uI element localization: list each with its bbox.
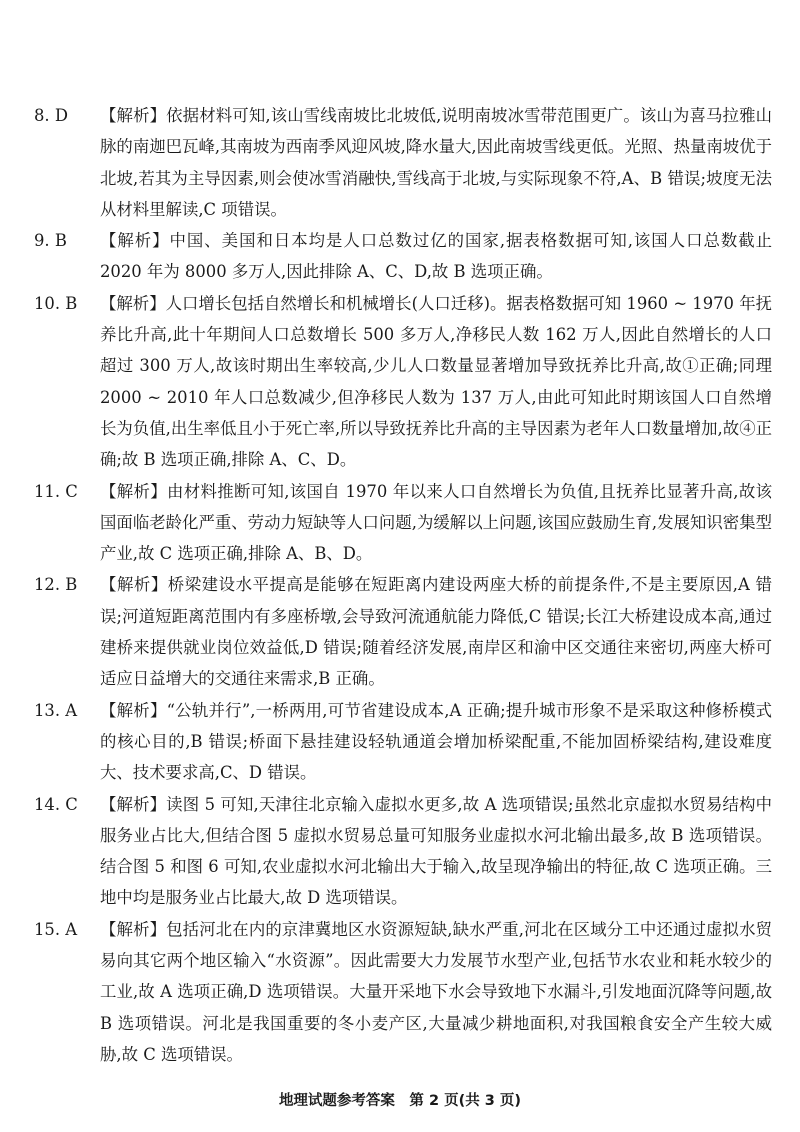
answer-number: 11. C bbox=[34, 481, 78, 501]
answer-number: 12. B bbox=[34, 575, 78, 595]
answer-item-12 bbox=[34, 569, 772, 694]
answer-explanation: 【解析】依据材料可知,该山雪线南坡比北坡低,说明南坡冰雪带范围更广。该山为喜马拉雅山脉的南迦巴瓦峰,其南坡为西南季风迎风坡,降水量大,因此南坡雪线更低。光照、热量南坡优于北坡,若其为主导因素,则会使冰雪消融快,雪线高于北坡,与实际现象不符,A、B 错误;坡度无法从材料里解读,C 项错误。 bbox=[100, 106, 772, 219]
answer-explanation: 【解析】由材料推断可知,该国自 1970 年以来人口自然增长为负值,且抚养比显著升高,故该国面临老龄化严重、劳动力短缺等人口问题,为缓解以上问题,该国应鼓励生育,发展知识密集型产业,故 C 选项正确,排除 A、B、D。 bbox=[100, 481, 772, 564]
answer-item-15 bbox=[34, 914, 772, 1070]
answer-number: 10. B bbox=[34, 293, 78, 313]
answer-explanation: 【解析】人口增长包括自然增长和机械增长(人口迁移)。据表格数据可知 1960 ~ 1970 年抚养比升高,此十年期间人口总数增长 500 多万人,净移民人数 162 万人,因此自然增长的人口超过 300 万人,故该时期出生率较高,少儿人口数量显著增加导致抚养比升高,故①正确;同理 2000 ~ 2010 年人口总数减少,但净移民人数为 137 万人,由此可知此时期该国人口自然增长为负值,出生率低且小于死亡率,所以导致抚养比升高的主导因素为老年人口数量增加,故④正确;故 B 选项正确,排除 A、C、D。 bbox=[100, 293, 772, 470]
answer-number: 9. B bbox=[34, 231, 67, 251]
answer-number: 13. A bbox=[34, 700, 78, 720]
answer-item-10 bbox=[34, 288, 772, 476]
answer-item-11 bbox=[34, 476, 772, 570]
answer-number: 14. C bbox=[34, 794, 78, 814]
answer-explanation: 【解析】包括河北在内的京津冀地区水资源短缺,缺水严重,河北在区域分工中还通过虚拟水贸易向其它两个地区输入“水资源”。因此需要大力发展节水型产业,包括节水农业和耗水较少的工业,故 A 选项正确,D 选项错误。大量开采地下水会导致地下水漏斗,引发地面沉降等问题,故 B 选项错误。河北是我国重要的冬小麦产区,大量减少耕地面积,对我国粮食安全产生较大威胁,故 C 选项错误。 bbox=[100, 919, 772, 1064]
answer-number: 15. A bbox=[34, 919, 78, 939]
answer-explanation: 【解析】中国、美国和日本均是人口总数过亿的国家,据表格数据可知,该国人口总数截止 2020 年为 8000 多万人,因此排除 A、C、D,故 B 选项正确。 bbox=[100, 231, 772, 282]
answer-item-14 bbox=[34, 789, 772, 914]
answer-explanation: 【解析】桥梁建设水平提高是能够在短距离内建设两座大桥的前提条件,不是主要原因,A 错误;河道短距离范围内有多座桥墩,会导致河流通航能力降低,C 错误;长江大桥建设成本高,通过建桥来提供就业岗位效益低,D 错误;随着经济发展,南岸区和渝中区交通往来密切,两座大桥可适应日益增大的交通往来需求,B 正确。 bbox=[100, 575, 772, 689]
page-footer: 地理试题参考答案 第 2 页(共 3 页) bbox=[278, 1093, 522, 1109]
answer-list bbox=[34, 100, 772, 1070]
answer-number: 8. D bbox=[34, 106, 68, 125]
answer-item-9 bbox=[34, 225, 772, 288]
answer-explanation: 【解析】“公轨并行”,一桥两用,可节省建设成本,A 正确;提升城市形象不是采取这种修桥模式的核心目的,B 错误;桥面下悬挂建设轻轨通道会增加桥梁配重,不能加固桥梁结构,建设难度大、技术要求高,C、D 错误。 bbox=[100, 700, 772, 783]
answer-explanation: 【解析】读图 5 可知,天津往北京输入虚拟水更多,故 A 选项错误;虽然北京虚拟水贸易结构中服务业占比大,但结合图 5 虚拟水贸易总量可知服务业虚拟水河北输出最多,故 B 选项错误。结合图 5 和图 6 可知,农业虚拟水河北输出大于输入,故呈现净输出的特征,故 C 选项正确。三地中均是服务业占比最大,故 D 选项错误。 bbox=[100, 794, 772, 908]
answer-item-13 bbox=[34, 695, 772, 789]
answer-item-8 bbox=[34, 100, 772, 225]
